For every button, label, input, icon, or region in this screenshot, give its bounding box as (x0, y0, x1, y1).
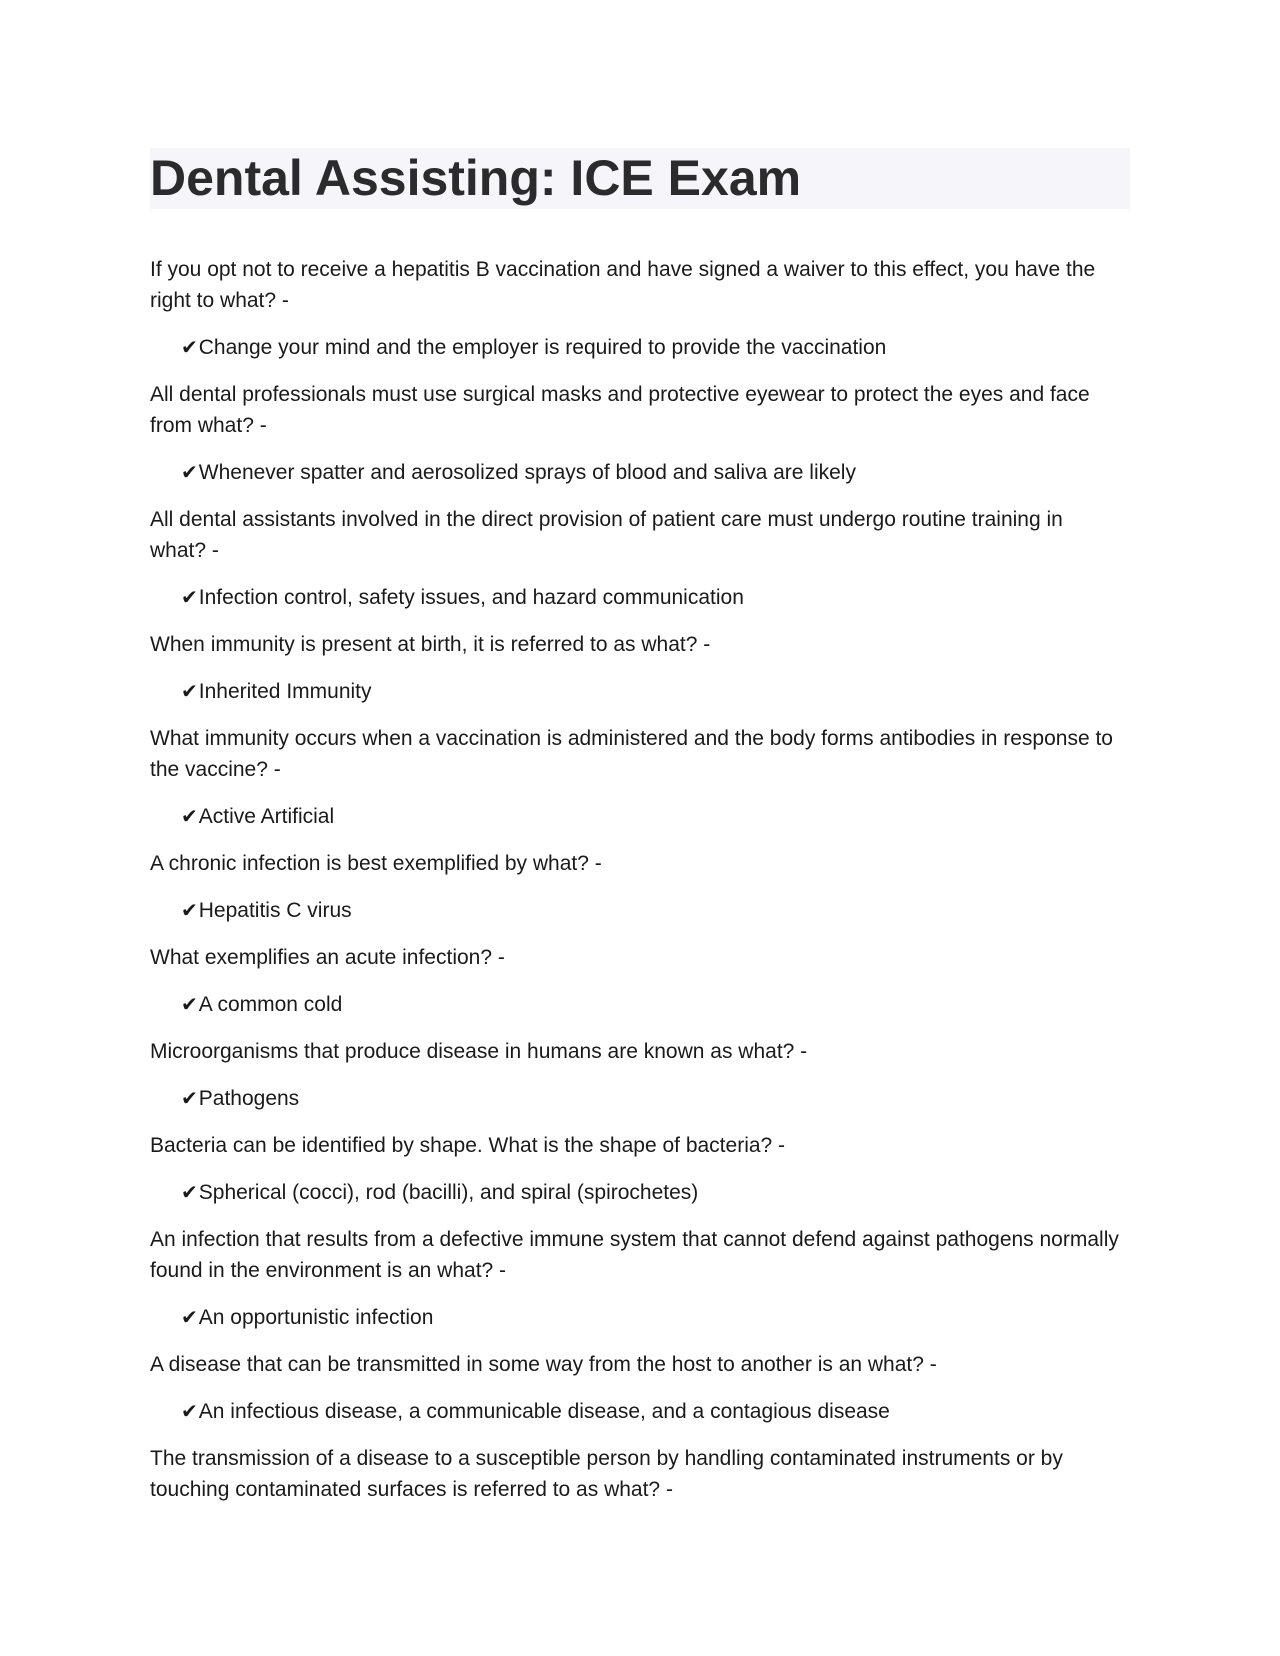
answer-row (181, 1396, 1130, 1427)
answer-text: Change your mind and the employer is required to provide the vaccination (198, 336, 887, 359)
qa-item (150, 1036, 1130, 1114)
qa-item (150, 1349, 1130, 1427)
answer-row (181, 895, 1130, 926)
qa-item (150, 504, 1130, 613)
checkmark-icon: ✔ (181, 679, 198, 703)
question-text: A chronic infection is best exemplified by what? - (150, 852, 602, 875)
question-text: All dental assistants involved in the direct provision of patient care must undergo routine training in what? - (150, 508, 1063, 562)
page-title: Dental Assisting: ICE Exam (150, 150, 802, 206)
answer-text: Pathogens (198, 1087, 300, 1110)
checkmark-icon: ✔ (181, 992, 198, 1016)
answer-row (181, 1302, 1130, 1333)
answer-row (181, 1177, 1130, 1208)
checkmark-icon: ✔ (181, 585, 198, 609)
checkmark-icon: ✔ (181, 898, 198, 922)
qa-item (150, 848, 1130, 926)
qa-item (150, 1224, 1130, 1333)
answer-row (181, 676, 1130, 707)
checkmark-icon: ✔ (181, 1180, 198, 1204)
qa-item (150, 1443, 1130, 1505)
checkmark-icon: ✔ (181, 1086, 198, 1110)
document-page (150, 148, 1130, 1521)
question-text: A disease that can be transmitted in some way from the host to another is an what? - (150, 1353, 937, 1376)
question-text: Bacteria can be identified by shape. What is the shape of bacteria? - (150, 1134, 786, 1157)
checkmark-icon: ✔ (181, 804, 198, 828)
answer-text: A common cold (198, 993, 343, 1016)
answer-row (181, 801, 1130, 832)
answer-text: An infectious disease, a communicable disease, and a contagious disease (198, 1400, 890, 1423)
question-answer-list (150, 254, 1130, 1505)
question-text: All dental professionals must use surgical masks and protective eyewear to protect the eyes and face from what? - (150, 383, 1090, 437)
answer-text: Active Artificial (198, 805, 335, 828)
checkmark-icon: ✔ (181, 460, 198, 484)
answer-text: Spherical (cocci), rod (bacilli), and spiral (spirochetes) (198, 1181, 699, 1204)
answer-text: Hepatitis C virus (198, 899, 352, 922)
title-banner (150, 148, 1130, 209)
checkmark-icon: ✔ (181, 335, 198, 359)
question-text: Microorganisms that produce disease in humans are known as what? - (150, 1040, 808, 1063)
answer-row (181, 457, 1130, 488)
answer-row (181, 1083, 1130, 1114)
qa-item (150, 723, 1130, 832)
qa-item (150, 254, 1130, 363)
question-text: What exemplifies an acute infection? - (150, 946, 505, 969)
question-text: When immunity is present at birth, it is referred to as what? - (150, 633, 711, 656)
question-text: An infection that results from a defective immune system that cannot defend against pathogens normally found in the environment is an what? - (150, 1228, 1119, 1282)
question-text: What immunity occurs when a vaccination is administered and the body forms antibodies in response to the vaccine? - (150, 727, 1113, 781)
qa-item (150, 379, 1130, 488)
question-text: The transmission of a disease to a susceptible person by handling contaminated instruments or by touching contaminated surfaces is referred to as what? - (150, 1447, 1063, 1501)
question-text: If you opt not to receive a hepatitis B vaccination and have signed a waiver to this effect, you have the right to what? - (150, 258, 1096, 312)
checkmark-icon: ✔ (181, 1305, 198, 1329)
qa-item (150, 942, 1130, 1020)
answer-text: Infection control, safety issues, and hazard communication (198, 586, 744, 609)
answer-text: Inherited Immunity (198, 680, 372, 703)
qa-item (150, 629, 1130, 707)
answer-row (181, 332, 1130, 363)
answer-row (181, 582, 1130, 613)
qa-item (150, 1130, 1130, 1208)
answer-text: Whenever spatter and aerosolized sprays of blood and saliva are likely (198, 461, 856, 484)
answer-row (181, 989, 1130, 1020)
answer-text: An opportunistic infection (198, 1306, 434, 1329)
checkmark-icon: ✔ (181, 1399, 198, 1423)
